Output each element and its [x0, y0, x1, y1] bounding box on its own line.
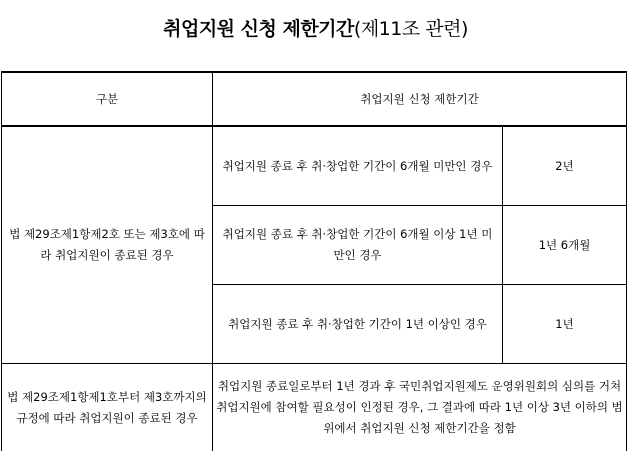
header-category: 구분 [95, 91, 119, 106]
group2-label: 법 제29조제1항제1호부터 제3호까지의 규정에 따라 취업지원이 종료된 경우 [7, 389, 207, 425]
title-paren: (제11조 관련) [353, 18, 468, 40]
row3-condition: 취업지원 종료 후 취·창업한 기간이 1년 이상인 경우 [228, 316, 487, 331]
row3-period: 1년 [555, 316, 574, 331]
header-period: 취업지원 신청 제한기간 [360, 91, 479, 106]
page-title [0, 14, 631, 41]
group2-text: 취업지원 종료일로부터 1년 경과 후 국민취업지원제도 운영위원회의 심의를 거쳐 취업지원에 참여할 필요성이 인정된 경우, 그 결과에 따라 1년 이상 3년 이하의 범위에서 취업지원 신청 제한기간을 정함 [216, 379, 623, 435]
row1-period: 2년 [555, 158, 574, 173]
title-main: 취업지원 신청 제한기간 [163, 18, 354, 40]
row2-condition: 취업지원 종료 후 취·창업한 기간이 6개월 이상 1년 미만인 경우 [222, 227, 493, 262]
restriction-table [1, 71, 627, 451]
row2-period: 1년 6개월 [538, 237, 591, 252]
row1-condition: 취업지원 종료 후 취·창업한 기간이 6개월 미만인 경우 [222, 158, 493, 173]
group1-label: 법 제29조제1항제2호 또는 제3호에 따라 취업지원이 종료된 경우 [9, 227, 205, 262]
